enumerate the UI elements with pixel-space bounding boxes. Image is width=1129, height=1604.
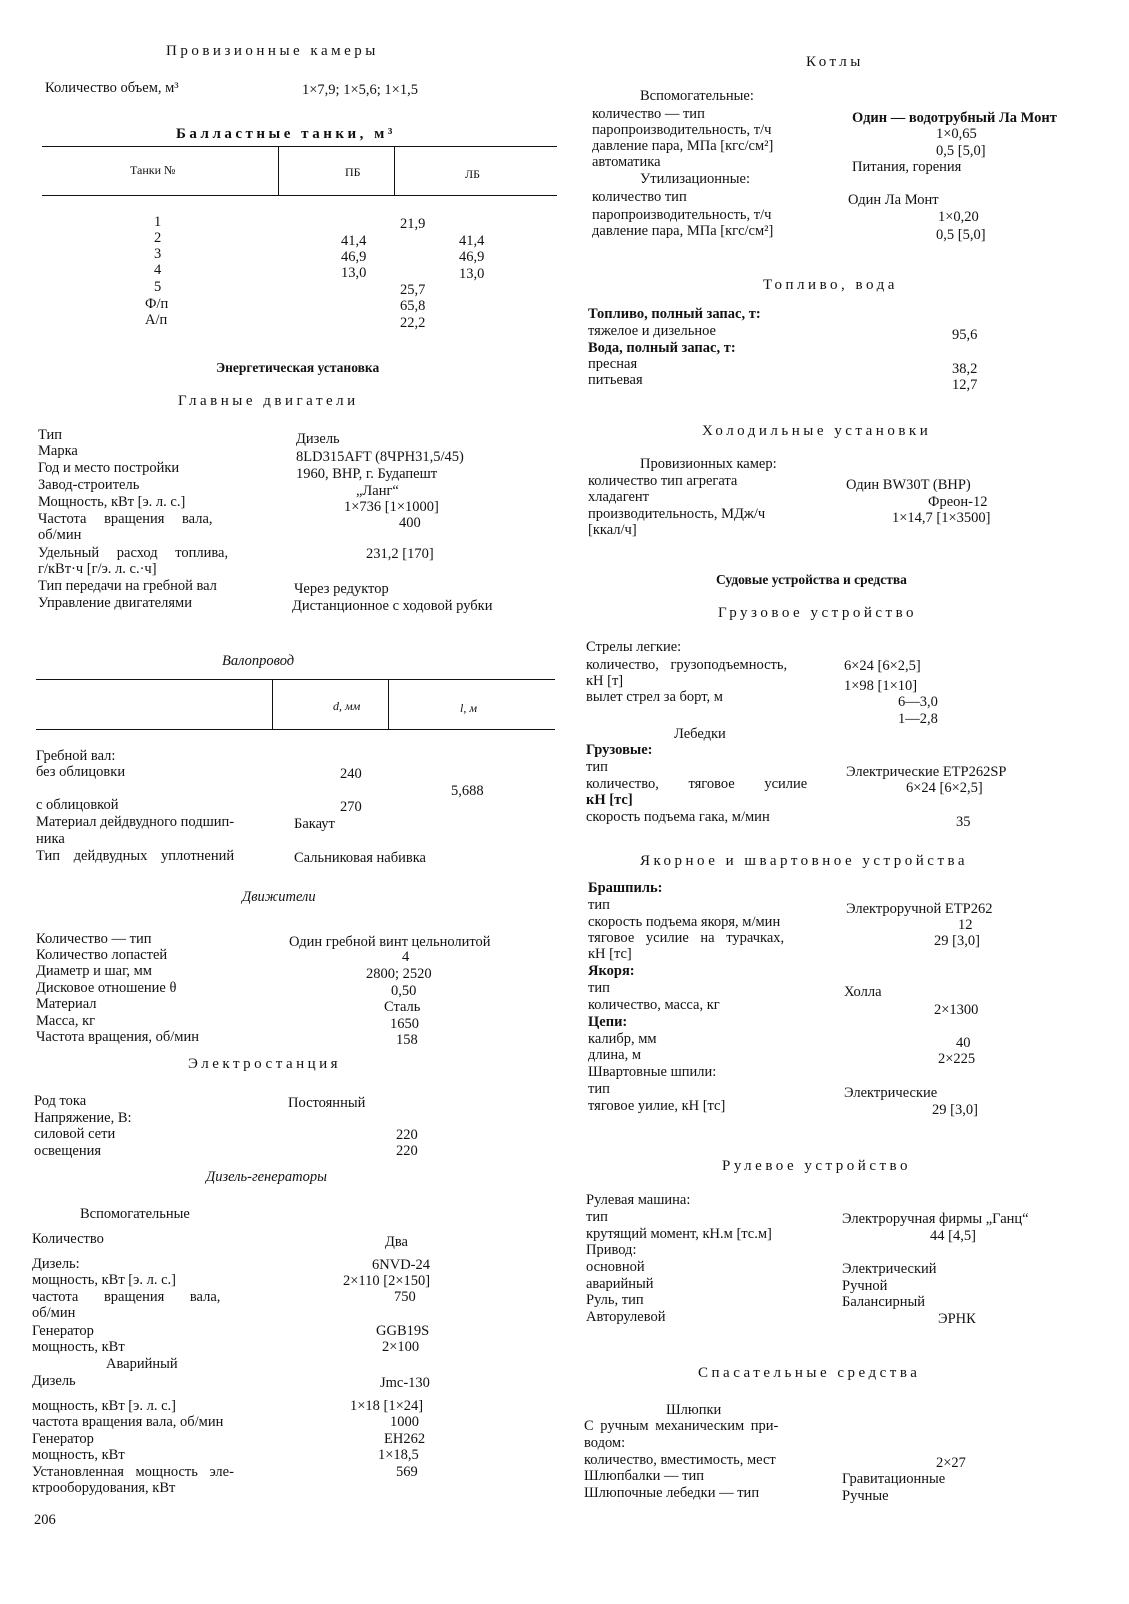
cargo-key: Стрелы легкие: [586,639,682,655]
shaft-key: без облицовки [36,764,126,780]
winch-key: количество, тяговое усилие [586,776,808,792]
shaft-d: 270 [340,799,362,815]
fridge-value: Фреон-12 [928,494,988,510]
engine-value: 231,2 [170] [366,546,434,562]
gen-value: 6NVD-24 [372,1257,430,1273]
boiler-key: автоматика [592,154,661,170]
steer-key: основной [586,1259,645,1275]
gen-value: 750 [394,1289,416,1305]
tank-number: 1 [154,214,162,230]
prov-title: Провизионные камеры [166,43,379,59]
ballast-head-lb: ЛБ [465,167,481,181]
power-key: Род тока [34,1093,87,1109]
steer-value: 44 [4,5] [930,1228,976,1244]
tank-number: А/п [145,312,168,328]
anchor-value: 12 [958,917,973,933]
ballast-vrule-2 [394,147,395,195]
engine-value: Через редуктор [294,581,389,597]
boiler-key: давление пара, МПа [кгс/см²] [592,138,774,154]
gen-value: 2×100 [382,1339,420,1355]
engine-key: г/кВт·ч [г/э. л. с.·ч] [38,561,157,577]
tank-number: 2 [154,230,162,246]
boiler-value: Один Ла Монт [848,192,939,208]
power-key: силовой сети [34,1126,116,1142]
shaft-d: Сальниковая набивка [294,850,426,866]
winch-value: 6×24 [6×2,5] [906,780,983,796]
gen-key: Генератор [32,1323,94,1339]
tank-number: 5 [154,279,162,295]
gens-emerg-title: Аварийный [106,1356,178,1372]
gen-key: мощность, кВт [э. л. с.] [32,1398,176,1414]
engine-key: Год и место постройки [38,460,180,476]
gen-value: 1×18,5 [378,1447,419,1463]
steer-key: тип [586,1209,608,1225]
boiler-value: 0,5 [5,0] [936,143,986,159]
anchor-key: длина, м [588,1047,641,1063]
winch-key: Грузовые: [586,742,653,758]
prop-key: Частота вращения, об/мин [36,1029,199,1045]
prop-value: 4 [402,949,410,965]
power-value: 220 [396,1143,418,1159]
anchor-key: кН [тс] [588,946,632,962]
anchor-key: количество, масса, кг [588,997,720,1013]
shaft-key: Гребной вал: [36,748,116,764]
fuel-value: 12,7 [952,377,978,393]
shaft-vrule-2 [388,680,389,729]
prov-value: 1×7,9; 1×5,6; 1×1,5 [302,82,418,98]
engine-key: Тип [38,427,63,443]
boilers-title: Котлы [806,54,864,70]
gens-aux-title: Вспомогательные [80,1206,190,1222]
steer-key: Рулевая машина: [586,1192,691,1208]
shaft-key: Материал дейдвудного подшип- [36,814,235,830]
winch-key: скорость подъема гака, м/мин [586,809,770,825]
gens-title: Дизель-генераторы [206,1169,327,1185]
anchor-key: скорость подъема якоря, м/мин [588,914,781,930]
rescue-title: Спасательные средства [698,1365,921,1381]
engine-value: 8LD315AFT (8ЧРН31,5/45) [296,449,464,465]
power-value: Постоянный [288,1095,366,1111]
engine-value: „Ланг“ [356,483,399,499]
winch-title: Лебедки [674,726,726,742]
fuel-key: питьевая [588,372,643,388]
cargo-value: 6×24 [6×2,5] [844,658,921,674]
power-key: освещения [34,1143,102,1159]
engine-value: 400 [399,515,421,531]
prop-value: Один гребной винт цельнолитой [289,934,491,950]
ballast-title: Балластные танки, м³ [176,126,396,142]
boiler-key: давление пара, МПа [кгс/см²] [592,223,774,239]
steer-value: Электрический [842,1261,937,1277]
steer-value: Ручной [842,1278,888,1294]
anchor-key: тяговое уилие, кН [тс] [588,1098,726,1114]
ballast-head-rule [42,195,557,196]
steer-key: Привод: [586,1242,637,1258]
shaft-key: ника [36,831,65,847]
engine-value: 1×736 [1×1000] [344,499,439,515]
shaft-head-d: d, мм [333,699,361,713]
prop-value: 2800; 2520 [366,966,432,982]
fridge-key: [ккал/ч] [588,522,637,538]
tank-value-lb: 46,9 [459,249,485,265]
boats-key: количество, вместимость, мест [584,1452,776,1468]
prop-value: Сталь [384,999,421,1015]
fuel-value: 95,6 [952,327,978,343]
steer-key: Руль, тип [586,1292,644,1308]
boiler-value: 1×0,65 [936,126,977,142]
anchor-key: калибр, мм [588,1031,657,1047]
shaft-key: с облицовкой [36,797,119,813]
boilers-aux-title: Вспомогательные: [640,88,754,104]
fridge-title: Холодильные установки [702,423,932,439]
anchor-key: Цепи: [588,1014,628,1030]
anchor-key: тип [588,897,610,913]
cargo-key: вылет стрел за борт, м [586,689,723,705]
gen-key: Дизель: [32,1256,80,1272]
fuel-title: Топливо, вода [763,277,898,293]
boilers-util-title: Утилизационные: [640,171,751,187]
boats-key: Шлюпбалки — тип [584,1468,705,1484]
cargo-key: кН [т] [586,673,624,689]
gen-key: частота вращения вала, [32,1289,221,1305]
anchor-key: тип [588,980,610,996]
tank-number: 4 [154,262,162,278]
tank-number: Ф/п [145,296,169,312]
anchor-key: тип [588,1081,610,1097]
boiler-key: паропроизводительность, т/ч [592,122,772,138]
steer-value: ЭРНК [938,1311,976,1327]
steer-title: Рулевое устройство [722,1158,912,1174]
engine-key: Тип передачи на гребной вал [38,578,217,594]
ballast-top-rule [42,146,557,147]
engine-key: об/мин [38,527,82,543]
prop-key: Материал [36,996,97,1012]
fridge-value: Один BW30T (ВНР) [846,477,971,493]
gen-key: об/мин [32,1305,76,1321]
gen-key: ктрооборудования, кВт [32,1480,176,1496]
prop-key: Количество лопастей [36,947,168,963]
engine-value: Дизель [296,431,340,447]
engine-key: Мощность, кВт [э. л. с.] [38,494,186,510]
shaft-vrule-1 [272,680,273,729]
boats-title: Шлюпки [666,1402,722,1418]
energy-title: Энергетическая установка [216,360,380,375]
devices-title: Судовые устройства и средства [716,572,907,587]
boats-key: водом: [584,1435,626,1451]
gen-value: EH262 [384,1431,426,1447]
cargo-title: Грузовое устройство [718,605,918,621]
shaft-top-rule [36,679,555,680]
anchor-key: Брашпиль: [588,880,663,896]
boats-value: Ручные [842,1488,889,1504]
anchor-key: Швартовные шпили: [588,1064,717,1080]
prop-key: Дисковое отношение θ [36,980,177,996]
fuel-key: Вода, полный запас, т: [588,340,736,356]
gen-key: Установленная мощность эле- [32,1464,234,1480]
tank-value: 25,7 [400,282,426,298]
fridge-key: производительность, МДж/ч [588,506,766,522]
boiler-value: 0,5 [5,0] [936,227,986,243]
anchor-title: Якорное и швартовное устройства [640,853,969,869]
engine-key: Удельный расход топлива, [38,545,229,561]
fridge-key: количество тип агрегата [588,473,738,489]
anchor-value: 29 [3,0] [932,1102,978,1118]
prop-key: Масса, кг [36,1013,96,1029]
steer-key: аварийный [586,1276,654,1292]
boiler-key: количество — тип [592,106,705,122]
shaft-title: Валопровод [222,653,295,669]
engine-value: Дистанционное с ходовой рубки [292,598,493,614]
engine-key: Марка [38,443,78,459]
anchor-key: Якоря: [588,963,635,979]
ballast-vrule-1 [278,147,279,195]
tank-number: 3 [154,246,162,262]
prov-label: Количество объем, м³ [45,80,179,96]
power-title: Электростанция [188,1056,342,1072]
boiler-value: Питания, горения [852,159,962,175]
engine-key: Частота вращения вала, [38,511,213,527]
tank-value: 22,2 [400,315,426,331]
winch-key: тип [586,759,608,775]
gen-value: 1×18 [1×24] [350,1398,424,1414]
gen-value: GGB19S [376,1323,430,1339]
winch-key: кН [тс] [586,792,633,808]
tank-value-pb: 41,4 [341,233,367,249]
shaft-key: Тип дейдвудных уплотнений [36,848,235,864]
boiler-value: Один — водотрубный Ла Монт [852,110,1057,126]
anchor-value: Электроручной ETP262 [846,901,993,917]
fuel-value: 38,2 [952,361,978,377]
gen-value: 2×110 [2×150] [343,1273,431,1289]
cargo-value: 1×98 [1×10] [844,678,918,694]
anchor-value: 40 [956,1035,971,1051]
fridge-sub-title: Провизионных камер: [640,456,777,472]
prop-value: 158 [396,1032,418,1048]
steer-value: Балансирный [842,1294,926,1310]
prop-key: Диаметр и шаг, мм [36,963,152,979]
fuel-key: тяжелое и дизельное [588,323,716,339]
engines-title: Главные двигатели [178,393,359,409]
engine-value: 1960, ВНР, г. Будапешт [296,466,438,482]
anchor-value: 29 [3,0] [934,933,980,949]
gen-key: мощность, кВт [32,1447,125,1463]
fridge-value: 1×14,7 [1×3500] [892,510,991,526]
fridge-key: хладагент [588,489,650,505]
anchor-value: Электрические [844,1085,938,1101]
tank-value-pb: 46,9 [341,249,367,265]
shaft-head-l: l, м [460,701,477,715]
fuel-key: пресная [588,356,638,372]
anchor-value: 2×225 [938,1051,976,1067]
gen-value: Два [385,1234,408,1250]
prop-key: Количество — тип [36,931,152,947]
shaft-d: 240 [340,766,362,782]
tank-value-pb: 13,0 [341,265,367,281]
boiler-key: количество тип [592,189,687,205]
shaft-l: 5,688 [451,783,484,799]
gen-value: 569 [396,1464,418,1480]
page-number: 206 [34,1512,56,1528]
boats-key: С ручным механическим при- [584,1418,779,1434]
anchor-value: Холла [844,984,882,1000]
winch-value: 35 [956,814,971,830]
steer-key: крутящий момент, кН.м [тс.м] [586,1226,772,1242]
engine-key: Завод-строитель [38,477,140,493]
cargo-value: 1—2,8 [898,711,938,727]
anchor-key: тяговое усилие на турачках, [588,930,785,946]
gen-key: Дизель [32,1373,76,1389]
ballast-head-pb: ПБ [345,165,361,179]
cargo-key: количество, грузоподъемность, [586,657,788,673]
gen-key: мощность, кВт [э. л. с.] [32,1272,176,1288]
tank-value-lb: 41,4 [459,233,485,249]
tank-value: 21,9 [400,216,426,232]
power-key: Напряжение, В: [34,1110,132,1126]
engine-key: Управление двигателями [38,595,192,611]
winch-value: Электрические ETP262SP [846,764,1007,780]
power-value: 220 [396,1127,418,1143]
steer-value: Электроручная фирмы „Ганц“ [842,1211,1029,1227]
boats-value: Гравитационные [842,1471,946,1487]
cargo-value: 6—3,0 [898,694,938,710]
prop-value: 0,50 [391,983,417,999]
gen-value: Jmc-130 [380,1375,430,1391]
gen-key: Генератор [32,1431,94,1447]
prop-value: 1650 [390,1016,419,1032]
tank-value-lb: 13,0 [459,266,485,282]
props-title: Движители [242,889,316,905]
boats-value: 2×27 [936,1455,966,1471]
shaft-d: Бакаут [294,816,335,832]
ballast-head-tank: Танки № [130,163,176,177]
steer-key: Авторулевой [586,1309,666,1325]
tank-value: 65,8 [400,298,426,314]
fuel-key: Топливо, полный запас, т: [588,306,761,322]
anchor-value: 2×1300 [934,1002,979,1018]
gen-value: 1000 [390,1414,419,1430]
boats-key: Шлюпочные лебедки — тип [584,1485,760,1501]
boiler-key: паропроизводительность, т/ч [592,207,772,223]
gen-key: частота вращения вала, об/мин [32,1414,224,1430]
gen-key: Количество [32,1231,104,1247]
boiler-value: 1×0,20 [938,209,979,225]
shaft-head-rule [36,729,555,730]
gen-key: мощность, кВт [32,1339,125,1355]
